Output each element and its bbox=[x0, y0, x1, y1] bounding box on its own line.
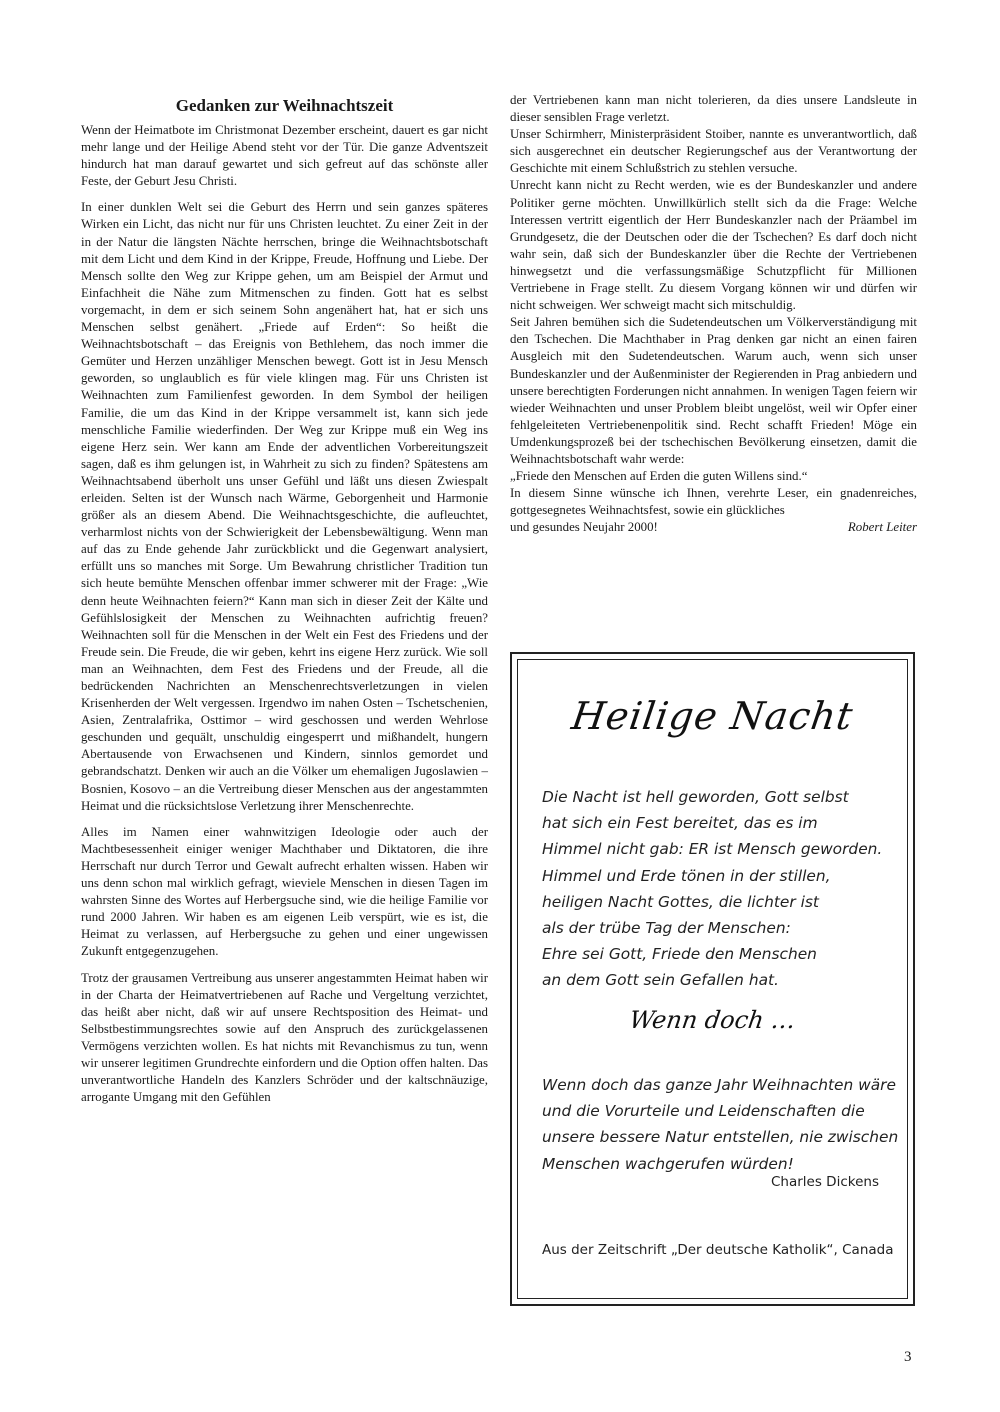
poem-line: Ehre sei Gott, Friede den Menschen bbox=[542, 945, 817, 964]
poem-line: an dem Gott sein Gefallen hat. bbox=[542, 971, 779, 990]
poem-box bbox=[510, 652, 915, 1306]
article-paragraph: Trotz der grausamen Vertreibung aus unserer angestammten Heimat haben wir in der Charta der Heimatvertriebenen auf Rache und Vergeltung verzichtet, das heißt aber nicht, daß wir auf unsere Rechtsposition des Heimat- und Selbstbestimmungsrechtes sowie auf den Anspruch des zurückgelassenen Vermögens verzichten wollen. Es hat nichts mit Revanchismus zu tun, wenn wir unserer legitimen Grundrechte einfordern und die Option offen halten. Das unverantwortliche Handeln des Kanzlers Schröder und der kaltschnäuzige, arrogante Umgang mit den Gefühlen bbox=[81, 970, 488, 1105]
poem-line: hat sich ein Fest bereitet, das es im bbox=[542, 814, 818, 833]
article-quote: „Friede den Menschen auf Erden die guten Willens sind.“ bbox=[510, 469, 808, 484]
poem-text bbox=[542, 784, 887, 994]
poem-box-inner-frame bbox=[517, 659, 908, 1299]
article-paragraph: In einer dunklen Welt sei die Geburt des Herrn und sein ganzes späteres Wirken ein Licht, das nicht nur für uns Christen leuchtet. Zu einer Zeit in der in der Natur die längsten Nächte herrschen, bringe die Weihnachtsbotschaft mit dem Licht und dem Kind in der Krippe, Freude, Hoffnung und Liebe. Der Mensch sollte den Weg zur Krippe gehen, um am Beispiel der Armut und Einfachheit die Nähe zum Mitmenschen zu finden. Gott hat es selbst vorgemacht, in dem er sich seinem Sohn angenähert hat, hat er sich uns Menschen selbst genähert. „Friede auf Erden“: So heißt die Weihnachtsbotschaft – das Ereignis von Bethlehem, das noch immer die Gemüter und Herzen unzähliger Menschen bewegt. Gott ist in Jesu Mensch geworden, so unglaublich es für viele klingen mag. Für uns Christen ist Weihnachten zum Familienfest geworden. In dem Symbol der heiligen Familie, die um das Kind in der Krippe versammelt ist, kann sich jede menschliche Familie wiederfinden. Der Weg zur Krippe muß ein Weg ins eigene Herz sein. Wer kann am Ende der adventlichen Vorbereitungszeit sagen, daß es ihm gelungen ist, in Wahrheit zu sich zu finden? Spätestens am Weihnachtsabend überholt uns unser Gefühl und läßt uns diesen Zwiespalt erleiden. Selten ist der Wunsch nach Wärme, Geborgenheit und Harmonie größer als an diesem Abend. Die Weihnachtsgeschichte, die aufleuchtet, verharmlost nichts von der Schwierigkeit der Lebensbewältigung. Wenn man auf das zu Ende gehende Jahr zurückblickt und die Gegenwart analysiert, erfüllt uns so manches mit Sorge. Um Bewahrung christlicher Tradition tun sich heute bemühte Menschen offenbar immer schwerer mit der Frage: „Wie denn heute Weihnachten feiern?“ Kann man sich in dieser Zeit der Kälte und Gefühlslosigkeit der Menschen zu Weihnachten aufrichtig freuen? Weihnachten soll für die Menschen in der Welt ein Fest des Friedens und der Freude sein. Die Freude, die wir geben, kehrt ins eigene Herz zurück. Wie soll man an Weihnachten, dem Fest des Friedens und der Freude, all die bedrückenden Nachrichten an Menschenrechtsverletzungen in vielen Krisenherden der Welt vergessen. Irgendwo im nahen Osten – Tschetschenien, Asien, Zentralafrika, Osttimor – wird geschossen und werden Wehrlose geschunden und gequält, unschuldig eingesperrt und mißhandelt, hungern Abertausende von Erwachsenen und Kindern, sinnlos gemordet und gebrandschatzt. Denken wir auch an die Völker um ehemaligen Jugoslawien – Bosnien, Kosovo – an die Vertreibung dieser Menschen aus der angestammten Heimat und die rücksichtslose Verletzung ihrer Menschenrechte. bbox=[81, 200, 488, 813]
poem-line: Himmel und Erde tönen in der stillen, bbox=[542, 866, 831, 885]
quote-author: Charles Dickens bbox=[771, 1174, 879, 1190]
poem-heading: Heilige Nacht bbox=[568, 694, 857, 738]
article-title: Gedanken zur Weihnachtszeit bbox=[175, 96, 394, 115]
quote-text bbox=[542, 1072, 899, 1177]
left-column bbox=[81, 88, 488, 1106]
poem-line: als der trübe Tag der Menschen: bbox=[542, 919, 791, 938]
quote-line: Menschen wachgerufen würden! bbox=[542, 1154, 794, 1173]
right-column bbox=[510, 92, 917, 536]
quote-heading: Wenn doch … bbox=[627, 1006, 798, 1034]
article-paragraph: Seit Jahren bemühen sich die Sudetendeutschen um Völkerverständigung mit den Tschechen. Die Machthaber in Prag denken gar nicht an einen fairen Ausgleich mit den Sudetendeutschen. Warum auch, wenn sich unser Bundeskanzler und der Außenminister der Regierenden in Prag anbiedern und unsere berechtigten Forderungen nicht annahmen. In wenigen Tagen feiern wir wieder Weihnachten und unser Problem bleibt ungelöst, weil wir Opfer einer fehlgeleiteten Vertriebenenpolitik sind. Recht schafft Frieden! Möge ein Umdenkungsprozeß bei der tschechischen Bevölkerung einsetzen, damit die Weihnachtsbotschaft wahr werde: bbox=[510, 315, 917, 466]
page-number: 3 bbox=[904, 1349, 912, 1365]
article-paragraph: Wenn der Heimatbote im Christmonat Dezember erscheint, dauert es gar nicht mehr lange und der Heilige Abend steht vor der Tür. Die ganze Adventszeit hindurch hat man darauf gewartet und sich gefreut auf das schönste aller Feste, der Geburt Jesu Christi. bbox=[81, 123, 488, 189]
article-paragraph: Unser Schirmherr, Ministerpräsident Stoiber, nannte es unverantwortlich, daß sich ausgerechnet ein deutscher Regierungschef aus der Verantwortung der Geschichte mit einem Schlußstrich zu stehlen versuche. bbox=[510, 127, 917, 176]
article-paragraph: Unrecht kann nicht zu Recht werden, wie es der Bundeskanzler und andere Politiker gerne möchten. Unwillkürlich stellt sich da die Frage: Welche Interessen vertritt eigentlich der Herr Bundeskanzler nach der Präambel im Grundgesetz, die der Deutschen oder die der Tschechen? Es darf doch nicht wahr sein, daß sich der Bundeskanzler über die Rechte der Vertriebenen hinwegsetzt und die verfassungsmäßige Schutzpflicht für Millionen Vertriebene in Frage stellt. Zu diesem Vorgang können wir und dürfen wir nicht schweigen. Wer schweigt macht sich mitschuldig. bbox=[510, 178, 917, 313]
poem-line: Die Nacht ist hell geworden, Gott selbst bbox=[542, 788, 849, 806]
closing-text: und gesundes Neujahr 2000! bbox=[510, 520, 658, 535]
author-name: Robert Leiter bbox=[847, 520, 917, 535]
article-signoff bbox=[510, 519, 917, 536]
article-paragraph: der Vertriebenen kann man nicht tolerieren, da dies unsere Landsleute in dieser sensiblen Frage verletzt. bbox=[510, 93, 917, 125]
quote-line: und die Vorurteile und Leidenschaften die bbox=[542, 1102, 865, 1121]
poem-line: Himmel nicht gab: ER ist Mensch geworden. bbox=[542, 840, 883, 859]
quote-line: Wenn doch das ganze Jahr Weihnachten wäre bbox=[542, 1076, 896, 1094]
article-paragraph: In diesem Sinne wünsche ich Ihnen, verehrte Leser, ein gnadenreiches, gottgesegnetes Weihnachtsfest, sowie ein glückliches bbox=[510, 486, 917, 518]
quote-line: unsere bessere Natur entstellen, nie zwischen bbox=[542, 1128, 899, 1147]
poem-line: heiligen Nacht Gottes, die lichter ist bbox=[542, 892, 819, 911]
source-credit: Aus der Zeitschrift „Der deutsche Katholik“, Canada bbox=[542, 1242, 894, 1258]
article-paragraph: Alles im Namen einer wahnwitzigen Ideologie oder auch der Machtbesessenheit einiger weniger Machthaber und Diktatoren, die ihre Herrschaft nur durch Terror und Gewalt aufrecht erhalten wissen. Haben wir uns denn schon mal wirklich gefragt, wieviele Menschen in diesen Tagen im wahrsten Sinne des Wortes auf Herbergsuche sind, wie die heilige Familie vor rund 2000 Jahren. Wir haben es am eigenen Leib verspürt, wie es ist, die Heimat zu verlassen, auf Herbergsuche zu gehen und einer ungewissen Zukunft entgegenzugehen. bbox=[81, 824, 488, 959]
